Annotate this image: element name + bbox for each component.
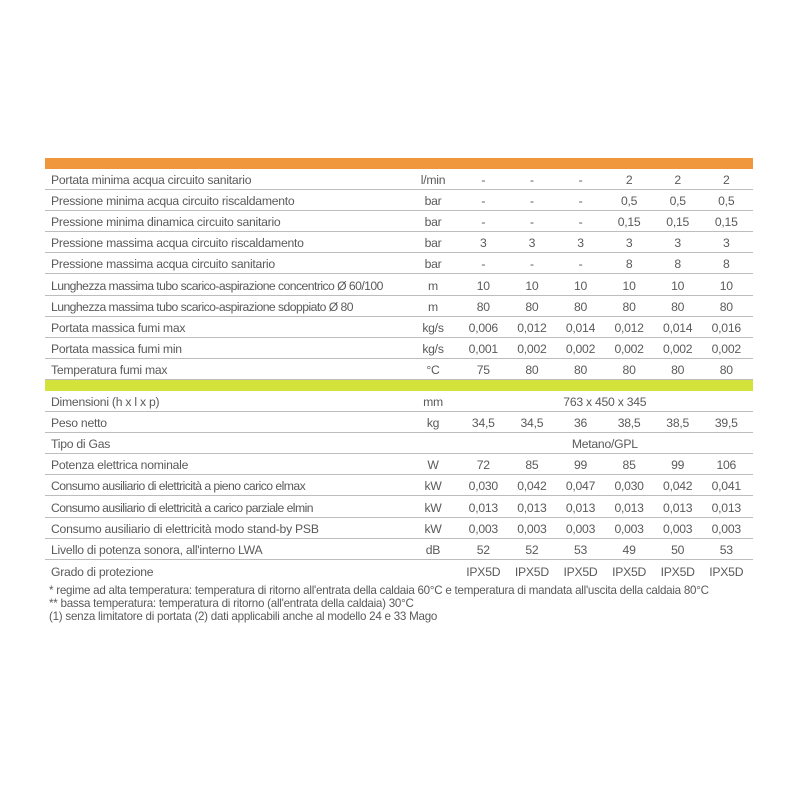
row-label: Pressione minima acqua circuito riscaldamento <box>51 194 295 209</box>
row-value: 50 <box>671 542 685 557</box>
row-label: Potenza elettrica nominale <box>51 458 189 473</box>
row-label: Portata minima acqua circuito sanitario <box>51 173 252 188</box>
row-value: 80 <box>573 299 588 314</box>
row-value: 0,042 <box>517 479 547 494</box>
table-row <box>45 190 753 211</box>
table-row <box>45 496 753 517</box>
row-value: IPX5D <box>660 564 695 579</box>
row-label: Pressione massima acqua circuito riscaldamento <box>51 236 304 251</box>
row-value: 0,012 <box>614 320 644 335</box>
spec-table <box>45 158 753 623</box>
row-value: 0,002 <box>517 341 547 356</box>
table-row <box>45 317 753 338</box>
row-value: 0,002 <box>614 341 644 356</box>
row-value: 80 <box>719 299 733 314</box>
row-unit <box>407 451 459 453</box>
row-value: 0,002 <box>711 341 741 356</box>
row-label: Lunghezza massima tubo scarico-aspirazione concentrico Ø 60/100 <box>51 278 383 293</box>
row-value: 52 <box>476 542 490 557</box>
footnote-line: * regime ad alta temperatura: temperatura di ritorno all'entrata della caldaia 60°C e temperatura di mandata all'uscita della caldaia 80°C <box>49 583 709 597</box>
row-value: 0,15 <box>666 215 690 230</box>
row-value: 3 <box>577 236 584 251</box>
row-label: Peso netto <box>51 416 107 431</box>
row-unit: bar <box>424 236 442 251</box>
row-value: 0,003 <box>565 521 596 536</box>
row-value: - <box>578 257 583 272</box>
row-value: 52 <box>525 542 539 557</box>
row-unit: kW <box>424 479 442 494</box>
row-value: 80 <box>622 362 636 377</box>
row-unit: bar <box>424 257 442 272</box>
row-unit: kg/s <box>422 341 444 356</box>
table-row <box>45 211 753 232</box>
section-bar-orange <box>45 158 753 169</box>
row-value: - <box>529 173 534 188</box>
row-value: IPX5D <box>709 564 744 579</box>
table-row <box>45 454 753 475</box>
row-unit: °C <box>426 362 440 377</box>
row-value: 80 <box>671 299 685 314</box>
row-value: - <box>481 173 486 188</box>
row-value: 36 <box>573 416 588 431</box>
row-unit <box>407 579 459 581</box>
row-value: - <box>481 194 486 209</box>
row-value: 0,012 <box>517 320 547 335</box>
row-unit: W <box>427 458 439 473</box>
table-row <box>45 274 753 295</box>
table-row <box>45 518 753 539</box>
row-value: 0,013 <box>614 500 644 515</box>
row-value: 80 <box>671 362 685 377</box>
row-value: 53 <box>719 542 733 557</box>
row-value: 99 <box>573 458 588 473</box>
table-row <box>45 475 753 496</box>
row-value: 80 <box>719 362 733 377</box>
row-unit: bar <box>424 215 442 230</box>
row-value: 80 <box>573 362 588 377</box>
row-value: 80 <box>525 299 539 314</box>
row-value: 53 <box>573 542 588 557</box>
row-value: 0,013 <box>663 500 693 515</box>
row-value: - <box>578 173 583 188</box>
row-value: 0,002 <box>565 341 596 356</box>
table-row <box>45 391 753 412</box>
row-value: 85 <box>525 458 539 473</box>
row-value: 80 <box>525 362 539 377</box>
row-unit: kW <box>424 500 442 515</box>
table-row <box>45 338 753 359</box>
row-value: 39,5 <box>714 416 738 431</box>
row-value: 0,006 <box>468 320 498 335</box>
row-value: 0,001 <box>468 341 498 356</box>
table-row <box>45 433 753 454</box>
row-value: 0,014 <box>565 320 596 335</box>
row-value: 2 <box>723 173 730 188</box>
row-value: - <box>481 215 486 230</box>
row-value: 0,041 <box>711 479 741 494</box>
row-value: 0,5 <box>718 194 735 209</box>
row-value: 85 <box>622 458 636 473</box>
table-row <box>45 412 753 433</box>
row-value: 3 <box>674 236 681 251</box>
row-value: 3 <box>723 236 730 251</box>
row-value: 0,15 <box>617 215 641 230</box>
table-row <box>45 539 753 560</box>
section-general <box>45 391 753 581</box>
row-label: Portata massica fumi min <box>51 341 182 356</box>
row-value: 8 <box>723 257 730 272</box>
row-value: 0,014 <box>663 320 693 335</box>
table-row <box>45 560 753 581</box>
row-value: 0,002 <box>663 341 693 356</box>
footnote-line: (1) senza limitatore di portata (2) dati applicabili anche al modello 24 e 33 Mago <box>49 609 438 623</box>
row-value: 0,013 <box>711 500 741 515</box>
table-row <box>45 169 753 190</box>
row-value: 80 <box>622 299 636 314</box>
row-unit: bar <box>424 194 442 209</box>
row-value: IPX5D <box>514 564 549 579</box>
row-value: 38,5 <box>617 416 641 431</box>
row-value: 10 <box>573 278 588 293</box>
row-value: 0,013 <box>468 500 498 515</box>
row-value: 0,013 <box>565 500 596 515</box>
row-value: 0,016 <box>711 320 741 335</box>
row-label: Livello di potenza sonora, all'interno LWA <box>51 542 263 557</box>
row-label: Portata massica fumi max <box>51 320 186 335</box>
row-value: 72 <box>476 458 490 473</box>
row-value: 3 <box>528 236 536 251</box>
row-value: - <box>529 215 534 230</box>
row-value: 0,047 <box>565 479 596 494</box>
row-value: IPX5D <box>612 564 647 579</box>
row-value: 10 <box>622 278 636 293</box>
row-unit: l/min <box>420 173 446 188</box>
row-value: - <box>529 194 534 209</box>
row-unit: kg/s <box>422 320 444 335</box>
table-row <box>45 253 753 274</box>
row-value: 2 <box>625 173 633 188</box>
row-value: - <box>578 194 583 209</box>
row-value: 0,042 <box>663 479 693 494</box>
row-value: 0,003 <box>517 521 547 536</box>
row-unit: dB <box>425 542 441 557</box>
row-value: IPX5D <box>563 564 598 579</box>
row-value: 0,003 <box>711 521 741 536</box>
row-label: Pressione massima acqua circuito sanitario <box>51 257 275 272</box>
row-value: 34,5 <box>471 416 495 431</box>
row-value: 80 <box>476 299 490 314</box>
row-value: 10 <box>671 278 685 293</box>
row-value: 0,003 <box>663 521 693 536</box>
row-value: 10 <box>719 278 733 293</box>
footnotes <box>45 584 753 623</box>
row-value: 0,003 <box>468 521 498 536</box>
row-value: - <box>578 215 583 230</box>
table-row <box>45 359 753 380</box>
row-value: 106 <box>716 458 737 473</box>
row-value: 0,5 <box>669 194 686 209</box>
row-value: IPX5D <box>466 564 501 579</box>
row-merged-value: 763 x 450 x 345 <box>563 395 647 410</box>
section-hydraulic <box>45 169 753 380</box>
row-unit: kW <box>424 521 442 536</box>
row-value: 34,5 <box>520 416 544 431</box>
row-value: 75 <box>476 362 490 377</box>
row-value: 10 <box>476 278 490 293</box>
row-label: Consumo ausiliario di elettricità a pieno carico elmax <box>51 479 306 494</box>
row-value: 38,5 <box>666 416 690 431</box>
row-label: Temperatura fumi max <box>51 362 168 377</box>
row-label: Consumo ausiliario di elettricità modo stand-by PSB <box>51 521 319 536</box>
row-label: Lunghezza massima tubo scarico-aspirazione sdoppiato Ø 80 <box>51 299 353 314</box>
table-row <box>45 232 753 253</box>
footnote-line: ** bassa temperatura: temperatura di ritorno (all'entrata della caldaia) 30°C <box>49 596 414 610</box>
row-unit: mm <box>423 395 443 410</box>
row-value: 0,003 <box>614 521 644 536</box>
row-value: - <box>481 257 486 272</box>
row-value: 0,030 <box>468 479 498 494</box>
row-label: Dimensioni (h x l x p) <box>51 395 160 410</box>
row-label: Tipo di Gas <box>51 437 111 452</box>
row-merged-value: Metano/GPL <box>571 437 638 452</box>
row-value: 0,013 <box>517 500 547 515</box>
row-value: 10 <box>525 278 539 293</box>
row-value: 3 <box>480 236 487 251</box>
row-value: - <box>529 257 534 272</box>
row-label: Grado di protezione <box>51 564 154 579</box>
table-row <box>45 296 753 317</box>
row-value: 49 <box>622 542 636 557</box>
row-value: 8 <box>674 257 681 272</box>
row-label: Consumo ausiliario di elettricità a carico parziale elmin <box>51 500 313 515</box>
row-value: 0,15 <box>714 215 738 230</box>
row-value: 99 <box>671 458 685 473</box>
row-unit: m <box>428 278 438 293</box>
section-bar-green <box>45 380 753 391</box>
row-value: 0,030 <box>614 479 644 494</box>
row-value: 2 <box>674 173 681 188</box>
row-unit: kg <box>426 416 440 431</box>
row-value: 0,5 <box>620 194 638 209</box>
row-value: 3 <box>625 236 633 251</box>
row-unit: m <box>428 299 438 314</box>
row-label: Pressione minima dinamica circuito sanitario <box>51 215 281 230</box>
row-value: 8 <box>625 257 633 272</box>
